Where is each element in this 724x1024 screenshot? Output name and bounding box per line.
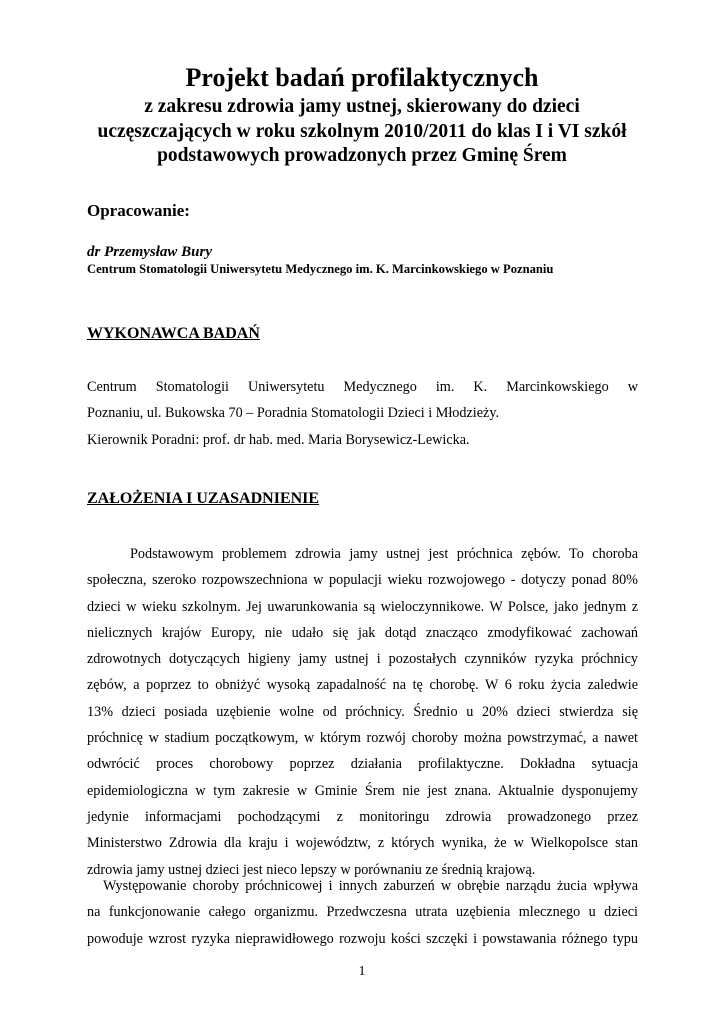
subtitle-line: uczęszczających w roku szkolnym 2010/2011 do klas I i VI szkół: [97, 120, 627, 142]
text-line: Kierownik Poradni: prof. dr hab. med. Maria Borysewicz-Lewicka.: [87, 431, 470, 448]
text-line: zębów, a poprzez to obniżyć wysoką zapadalność na tę chorobę. W 6 roku życia zaledwie: [87, 677, 638, 694]
subtitle-line: z zakresu zdrowia jamy ustnej, skierowany do dzieci: [144, 96, 580, 117]
text-line: nielicznych krajów Europy, nie udało się jak dotąd znacząco zmodyfikować zachowań: [87, 624, 638, 641]
text-line: zdrowia jamy ustnej dzieci jest nieco lepszy w porównaniu ze średnią krajową.: [87, 861, 536, 878]
text-line: Występowanie choroby próchnicowej i innych zaburzeń w obrębie narządu żucia wpływa: [103, 878, 638, 894]
text-line: na funkcjonowanie całego organizmu. Przedwczesna utrata uzębienia mlecznego u dzieci: [87, 904, 638, 921]
text-line: próchnicę w stadium początkowym, w którym rozwój choroby można powstrzymać, a nawet: [87, 730, 638, 747]
author-name: dr Przemysław Bury: [87, 244, 213, 260]
text-line: powoduje wzrost ryzyka nieprawidłowego rozwoju kości szczęki i powstawania różnego typu: [87, 930, 638, 947]
text-line: zdrowotnych dotyczących higieny jamy ustnej i pozostałych czynników ryzyka próchnicy: [87, 651, 638, 668]
prepared-by-label: Opracowanie:: [87, 201, 190, 220]
text-line: 13% dzieci posiada uzębienie wolne od próchnicy. Średnio u 20% dzieci stwierdza się: [87, 703, 638, 720]
assumptions-paragraph-2: [87, 873, 638, 952]
text-line: odwrócić proces chorobowy poprzez działania profilaktyczne. Dokładna sytuacja: [87, 756, 638, 773]
text-line: Ministerstwo Zdrowia dla kraju i województw, z których wynika, że w Wielkopolsce stan: [87, 835, 638, 852]
document-subtitle: [60, 95, 664, 169]
text-line: jedynie informacjami pochodzącymi z monitoringu zdrowia prowadzonego przez: [87, 808, 638, 825]
assumptions-paragraph-1: [87, 541, 638, 883]
document-title: Projekt badań profilaktycznych: [185, 63, 539, 92]
text-line: społeczna, szeroko rozpowszechniona w populacji wieku rozwojowego - dotyczy ponad 80%: [87, 572, 638, 589]
text-line: dzieci w wieku szkolnym. Jej uwarunkowania są wieloczynnikowe. W Polsce, jako jednym z: [87, 598, 638, 615]
contractor-heading: WYKONAWCA BADAŃ: [87, 325, 260, 342]
author-affiliation: Centrum Stomatologii Uniwersytetu Medycznego im. K. Marcinkowskiego w Poznaniu: [87, 262, 554, 276]
page-number: 1: [358, 964, 366, 979]
text-line: epidemiologiczna w tym zakresie w Gminie Śrem nie jest znana. Aktualnie dysponujemy: [87, 782, 638, 799]
text-line: Centrum Stomatologii Uniwersytetu Medycznego im. K. Marcinkowskiego w: [87, 379, 638, 395]
text-line: Podstawowym problemem zdrowia jamy ustnej jest próchnica zębów. To choroba: [130, 546, 638, 562]
contractor-text: [87, 374, 638, 453]
assumptions-heading: ZAŁOŻENIA I UZASADNIENIE: [87, 490, 320, 507]
subtitle-line: podstawowych prowadzonych przez Gminę Śrem: [157, 145, 567, 166]
text-line: Poznaniu, ul. Bukowska 70 – Poradnia Stomatologii Dzieci i Młodzieży.: [87, 405, 500, 422]
